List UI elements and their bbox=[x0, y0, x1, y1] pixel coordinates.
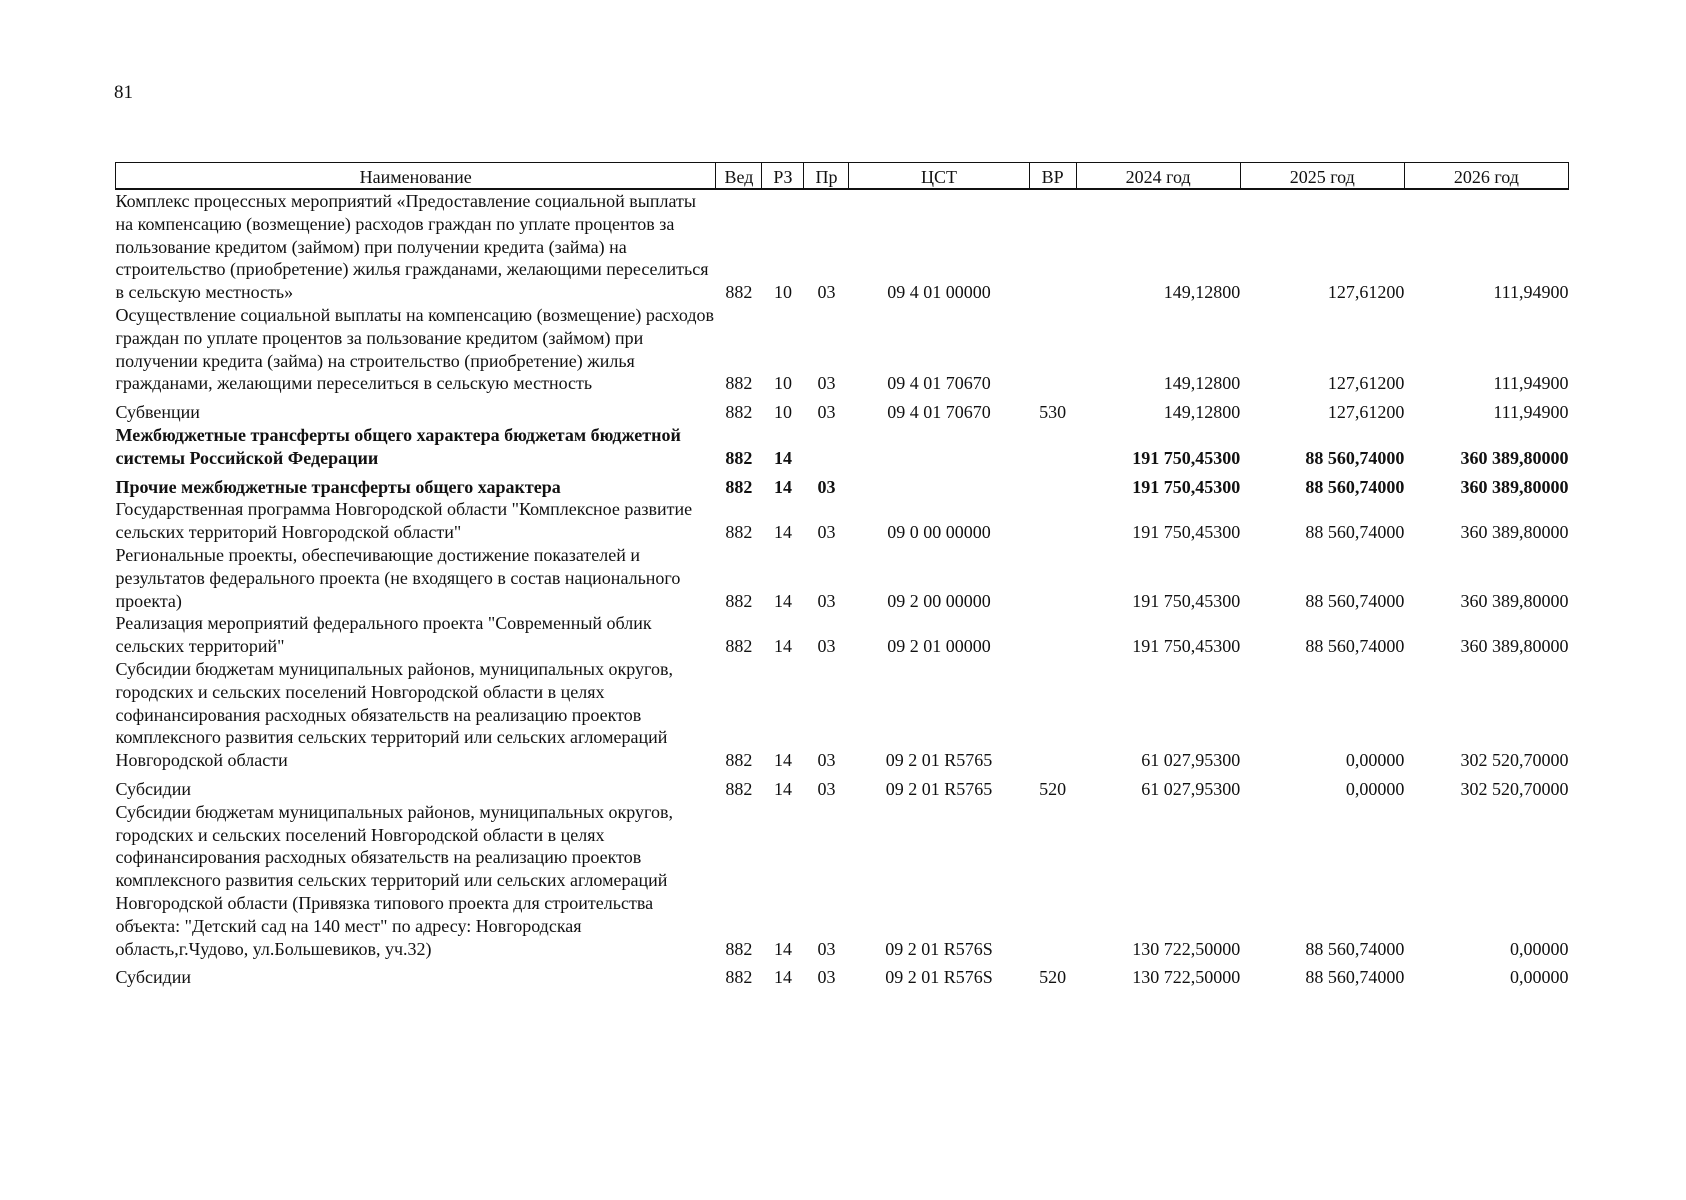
row-pr: 03 bbox=[817, 373, 836, 394]
table-header-row bbox=[116, 163, 1569, 190]
row-2026: 302 520,70000 bbox=[1460, 778, 1569, 799]
row-vr bbox=[1029, 544, 1076, 612]
row-ved: 882 bbox=[725, 402, 753, 423]
row-name: Субсидии бюджетам муниципальных районов, муниципальных округов, городских и сельских поселений Новгородской области в целях софинансирования расходных обязательств на реализацию проектов комплексного развития сельских территорий или сельских агломераций Новгородской области bbox=[115, 658, 673, 771]
table-row bbox=[116, 658, 1569, 772]
row-pr: 03 bbox=[817, 967, 836, 988]
table-row bbox=[116, 470, 1569, 499]
row-cst bbox=[849, 424, 1029, 470]
row-name: Государственная программа Новгородской области "Комплексное развитие сельских территорий Новгородской области" bbox=[115, 499, 693, 543]
row-2024: 191 750,45300 bbox=[1132, 447, 1241, 468]
row-cst: 09 2 01 R5765 bbox=[885, 750, 993, 771]
header-cst: ЦСТ bbox=[849, 163, 1029, 190]
row-2025: 0,00000 bbox=[1345, 778, 1405, 799]
row-2024: 149,12800 bbox=[1163, 402, 1241, 423]
row-ved: 882 bbox=[725, 282, 753, 303]
row-2025: 88 560,74000 bbox=[1305, 938, 1405, 959]
row-vr: 520 bbox=[1039, 967, 1067, 988]
row-rz: 14 bbox=[773, 590, 792, 611]
row-vr bbox=[1029, 612, 1076, 658]
row-pr bbox=[804, 424, 849, 470]
row-2024: 149,12800 bbox=[1163, 282, 1241, 303]
header-2025: 2025 год bbox=[1240, 163, 1404, 190]
row-2025: 127,61200 bbox=[1327, 402, 1405, 423]
row-2026: 0,00000 bbox=[1510, 938, 1569, 959]
row-name: Субсидии bbox=[115, 967, 192, 988]
row-name: Субсидии бюджетам муниципальных районов, муниципальных округов, городских и сельских поселений Новгородской области в целях софинансирования расходных обязательств на реализацию проектов комплексного развития сельских территорий или сельских агломераций Новгородской области (Привязка типового проекта для строительства объекта: "Детский сад на 140 мест" по адресу: Новгородская область,г.Чудово, ул.Большевиков, уч.32) bbox=[115, 801, 673, 959]
row-ved: 882 bbox=[725, 590, 753, 611]
row-rz: 14 bbox=[773, 778, 792, 799]
row-rz: 14 bbox=[773, 636, 792, 657]
row-cst: 09 4 01 70670 bbox=[887, 373, 991, 394]
header-2026: 2026 год bbox=[1404, 163, 1568, 190]
row-2026: 111,94900 bbox=[1493, 282, 1569, 303]
table-row bbox=[116, 498, 1569, 544]
row-2025: 88 560,74000 bbox=[1305, 636, 1405, 657]
row-rz: 14 bbox=[773, 967, 792, 988]
row-2026: 111,94900 bbox=[1493, 402, 1569, 423]
table-row bbox=[116, 772, 1569, 801]
row-vr: 520 bbox=[1039, 778, 1067, 799]
row-cst: 09 2 01 R5765 bbox=[885, 778, 993, 799]
table-row bbox=[116, 395, 1569, 424]
header-2024: 2024 год bbox=[1076, 163, 1240, 190]
row-ved: 882 bbox=[725, 750, 753, 771]
row-2025: 88 560,74000 bbox=[1305, 967, 1405, 988]
row-ved: 882 bbox=[725, 447, 753, 468]
row-pr: 03 bbox=[817, 476, 836, 497]
row-cst: 09 2 01 00000 bbox=[887, 636, 991, 657]
row-name: Комплекс процессных мероприятий «Предоставление социальной выплаты на компенсацию (возмещение) расходов граждан по уплате процентов за пользование кредитом (займом) при получении кредита (займа) на строительство (приобретение) жилья гражданами, желающими переселиться в сельскую местность» bbox=[115, 191, 709, 303]
row-cst: 09 4 01 00000 bbox=[887, 282, 991, 303]
row-2024: 191 750,45300 bbox=[1132, 476, 1241, 497]
row-2024: 130 722,50000 bbox=[1132, 967, 1241, 988]
row-name: Прочие межбюджетные трансферты общего характера bbox=[115, 476, 561, 497]
row-pr: 03 bbox=[817, 938, 836, 959]
row-name: Субвенции bbox=[115, 402, 200, 423]
table-row bbox=[116, 304, 1569, 395]
row-vr bbox=[1029, 189, 1076, 304]
row-2026: 111,94900 bbox=[1493, 373, 1569, 394]
row-cst: 09 0 00 00000 bbox=[887, 522, 991, 543]
header-vr: ВР bbox=[1029, 163, 1076, 190]
row-2026: 302 520,70000 bbox=[1460, 750, 1569, 771]
row-rz: 10 bbox=[773, 402, 792, 423]
table-row bbox=[116, 960, 1569, 989]
row-pr: 03 bbox=[817, 750, 836, 771]
row-pr: 03 bbox=[817, 590, 836, 611]
row-ved: 882 bbox=[725, 967, 753, 988]
table-row bbox=[116, 612, 1569, 658]
row-2025: 127,61200 bbox=[1327, 373, 1405, 394]
row-2025: 0,00000 bbox=[1345, 750, 1405, 771]
row-2024: 191 750,45300 bbox=[1132, 522, 1241, 543]
row-vr bbox=[1029, 424, 1076, 470]
row-2025: 88 560,74000 bbox=[1305, 590, 1405, 611]
row-pr: 03 bbox=[817, 778, 836, 799]
header-name: Наименование bbox=[116, 163, 716, 190]
table-row bbox=[116, 189, 1569, 304]
row-2026: 360 389,80000 bbox=[1460, 476, 1569, 497]
row-2024: 149,12800 bbox=[1163, 373, 1241, 394]
row-rz: 10 bbox=[773, 373, 792, 394]
header-pr: Пр bbox=[804, 163, 849, 190]
row-vr bbox=[1029, 304, 1076, 395]
row-2025: 88 560,74000 bbox=[1305, 522, 1405, 543]
row-cst bbox=[849, 470, 1029, 499]
row-vr bbox=[1029, 470, 1076, 499]
row-ved: 882 bbox=[725, 938, 753, 959]
row-name: Межбюджетные трансферты общего характера бюджетам бюджетной системы Российской Федерации bbox=[115, 424, 681, 468]
row-2026: 0,00000 bbox=[1510, 967, 1569, 988]
row-2026: 360 389,80000 bbox=[1460, 590, 1569, 611]
row-cst: 09 2 01 R576S bbox=[885, 938, 993, 959]
table-row bbox=[116, 424, 1569, 470]
row-ved: 882 bbox=[725, 373, 753, 394]
row-pr: 03 bbox=[817, 522, 836, 543]
row-2024: 191 750,45300 bbox=[1132, 636, 1241, 657]
row-name: Региональные проекты, обеспечивающие достижение показателей и результатов федерального проекта (не входящего в состав национального проекта) bbox=[115, 544, 681, 611]
row-rz: 14 bbox=[773, 447, 792, 468]
row-pr: 03 bbox=[817, 282, 836, 303]
row-2026: 360 389,80000 bbox=[1460, 522, 1569, 543]
table-row bbox=[116, 544, 1569, 612]
row-rz: 14 bbox=[773, 476, 792, 497]
row-vr: 530 bbox=[1039, 402, 1067, 423]
row-vr bbox=[1029, 658, 1076, 772]
row-vr bbox=[1029, 498, 1076, 544]
row-2024: 130 722,50000 bbox=[1132, 938, 1241, 959]
row-name: Осуществление социальной выплаты на компенсацию (возмещение) расходов граждан по уплате процентов за пользование кредитом (займом) при получении кредита (займа) на строительство (приобретение) жилья гражданами, желающими переселиться в сельскую местность bbox=[115, 304, 715, 394]
row-cst: 09 2 00 00000 bbox=[887, 590, 991, 611]
row-2026: 360 389,80000 bbox=[1460, 636, 1569, 657]
row-rz: 14 bbox=[773, 750, 792, 771]
row-name: Субсидии bbox=[115, 778, 192, 799]
row-rz: 10 bbox=[773, 282, 792, 303]
page-number: 81 bbox=[114, 82, 133, 103]
row-2025: 127,61200 bbox=[1327, 282, 1405, 303]
header-ved: Вед bbox=[716, 163, 762, 190]
row-cst: 09 4 01 70670 bbox=[887, 402, 991, 423]
row-2024: 191 750,45300 bbox=[1132, 590, 1241, 611]
row-pr: 03 bbox=[817, 636, 836, 657]
budget-table bbox=[115, 162, 1569, 989]
row-2024: 61 027,95300 bbox=[1141, 778, 1241, 799]
row-cst: 09 2 01 R576S bbox=[885, 967, 993, 988]
header-rz: РЗ bbox=[762, 163, 804, 190]
row-2025: 88 560,74000 bbox=[1305, 447, 1405, 468]
row-2025: 88 560,74000 bbox=[1305, 476, 1405, 497]
row-ved: 882 bbox=[725, 522, 753, 543]
table-row bbox=[116, 801, 1569, 961]
row-rz: 14 bbox=[773, 938, 792, 959]
row-vr bbox=[1029, 801, 1076, 961]
row-rz: 14 bbox=[773, 522, 792, 543]
row-name: Реализация мероприятий федерального проекта "Современный облик сельских территорий" bbox=[115, 613, 652, 657]
row-ved: 882 bbox=[725, 778, 753, 799]
row-2026: 360 389,80000 bbox=[1460, 447, 1569, 468]
row-ved: 882 bbox=[725, 476, 753, 497]
row-ved: 882 bbox=[725, 636, 753, 657]
row-2024: 61 027,95300 bbox=[1141, 750, 1241, 771]
row-pr: 03 bbox=[817, 402, 836, 423]
